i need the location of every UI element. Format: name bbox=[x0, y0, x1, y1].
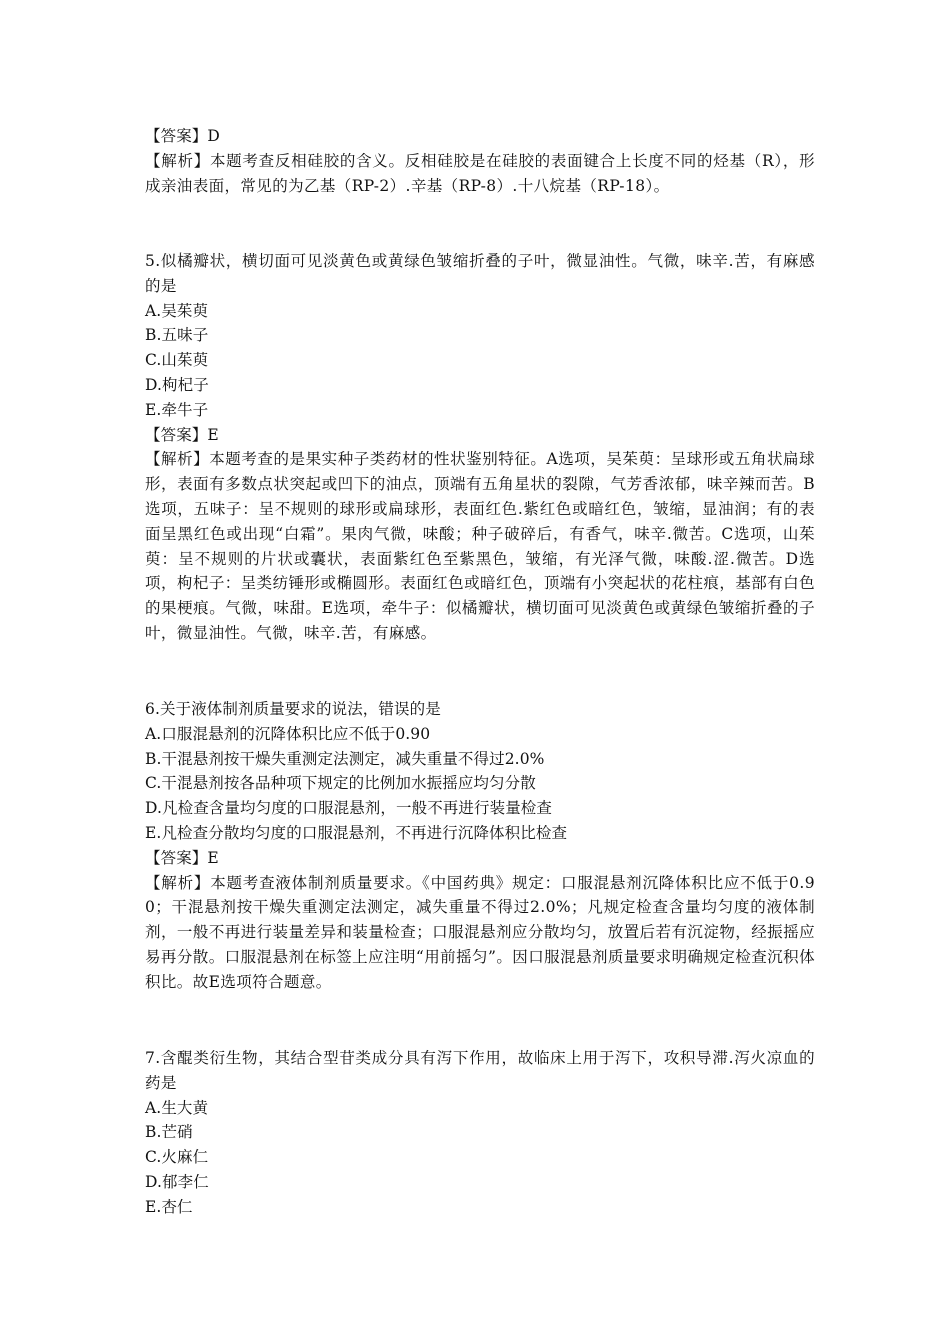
q6-block bbox=[145, 697, 815, 995]
q5-explanation: 【解析】本题考查的是果实种子类药材的性状鉴别特征。A选项，吴茱萸：呈球形或五角状扁球形，表面有多数点状突起或凹下的油点，顶端有五角星状的裂隙，气芳香浓郁，味辛辣而苦。B选项，五味子：呈不规则的球形或扁球形，表面红色.紫红色或暗红色，皱缩，显油润；有的表面呈黑红色或出现“白霜”。果肉气微，味酸；种子破碎后，有香气，味辛.微苦。C选项，山茱萸：呈不规则的片状或囊状，表面紫红色至紫黑色，皱缩，有光泽气微，味酸.涩.微苦。D选项，枸杞子：呈类纺锤形或椭圆形。表面红色或暗红色，顶端有小突起状的花柱痕，基部有白色的果梗痕。气微，味甜。E选项，牵牛子：似橘瓣状，横切面可见淡黄色或黄绿色皱缩折叠的子叶，微显油性。气微，味辛.苦，有麻感。 bbox=[145, 450, 815, 642]
q6-option-e: E.凡检查分散均匀度的口服混悬剂，不再进行沉降体积比检查 bbox=[145, 823, 568, 842]
q6-option-b: B.干混悬剂按干燥失重测定法测定，减失重量不得过2.0% bbox=[145, 749, 545, 768]
q5-option-c: C.山茱萸 bbox=[145, 351, 209, 370]
q5-answer: 【答案】E bbox=[145, 425, 219, 444]
q6-question: 6.关于液体制剂质量要求的说法，错误的是 bbox=[145, 700, 441, 718]
q7-block bbox=[145, 1046, 815, 1220]
q6-explanation: 【解析】本题考查液体制剂质量要求。《中国药典》规定：口服混悬剂沉降体积比应不低于0.90；干混悬剂按干燥失重测定法测定，减失重量不得过2.0%；凡规定检查含量均匀度的液体制剂，一般不再进行装量差异和装量检查；口服混悬剂应分散均匀，放置后若有沉淀物，经振摇应易再分散。口服混悬剂在标签上应注明“用前摇匀”。因口服混悬剂质量要求明确规定检查沉积体积比。故E选项符合题意。 bbox=[145, 873, 815, 991]
q5-option-b: B.五味子 bbox=[145, 326, 209, 345]
q6-option-d: D.凡检查含量均匀度的口服混悬剂，一般不再进行装量检查 bbox=[145, 799, 553, 818]
q5-option-a: A.吴茱萸 bbox=[145, 301, 209, 320]
q7-option-c: C.火麻仁 bbox=[145, 1148, 209, 1167]
q5-option-e: E.牵牛子 bbox=[145, 400, 209, 419]
q4-explanation: 【解析】本题考查反相硅胶的含义。反相硅胶是在硅胶的表面键合上长度不同的烃基（R），形成亲油表面，常见的为乙基（RP-2）.辛基（RP-8）.十八烷基（RP-18）。 bbox=[145, 151, 815, 195]
q7-option-a: A.生大黄 bbox=[145, 1098, 209, 1117]
q5-question: 5.似橘瓣状，横切面可见淡黄色或黄绿色皱缩折叠的子叶，微显油性。气微，味辛.苦，有麻感的是 bbox=[145, 252, 815, 295]
q7-option-d: D.郁李仁 bbox=[145, 1172, 209, 1191]
q7-option-b: B.芒硝 bbox=[145, 1123, 193, 1142]
q6-option-a: A.口服混悬剂的沉降体积比应不低于0.90 bbox=[145, 724, 431, 743]
q5-option-d: D.枸杞子 bbox=[145, 375, 209, 394]
q4-answer: 【答案】D bbox=[145, 127, 220, 145]
q4-block bbox=[145, 124, 815, 198]
q6-answer: 【答案】E bbox=[145, 848, 219, 867]
q5-block bbox=[145, 249, 815, 646]
q7-question: 7.含醌类衍生物，其结合型苷类成分具有泻下作用，故临床上用于泻下，攻积导滞.泻火凉血的药是 bbox=[145, 1049, 815, 1092]
q7-option-e: E.杏仁 bbox=[145, 1197, 193, 1216]
q6-option-c: C.干混悬剂按各品种项下规定的比例加水振摇应均匀分散 bbox=[145, 774, 536, 793]
